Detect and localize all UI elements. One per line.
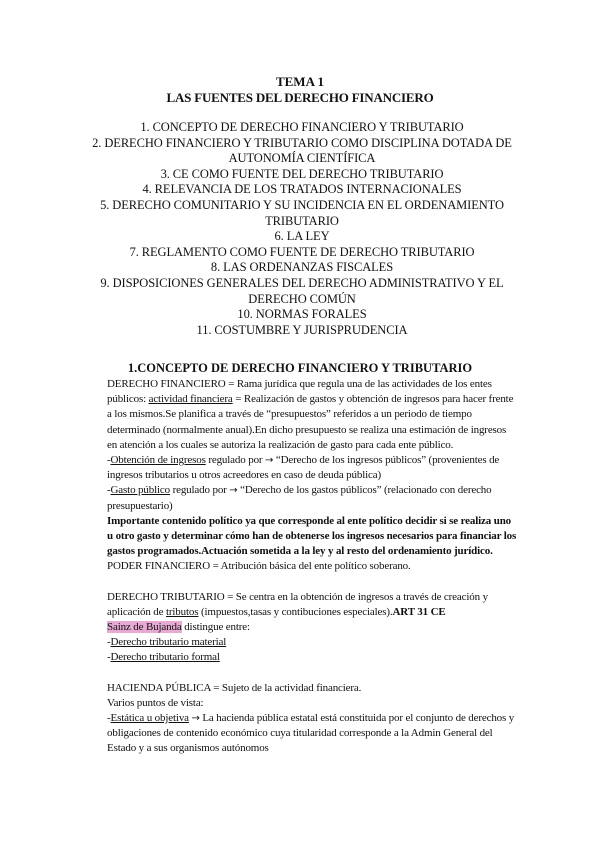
article-reference: ART 31 CE bbox=[392, 605, 446, 618]
section-body bbox=[107, 377, 517, 757]
underlined-term: tributos bbox=[165, 605, 199, 618]
underlined-term: Derecho tributario material bbox=[110, 636, 227, 649]
text-span: La hacienda pública estatal está constituida por el conjunto de derechos y obligaciones de contenido económico cuya titularidad corresponde a la Admin General del Estado y a sus organismos autónomos bbox=[107, 712, 515, 755]
underlined-term: Gasto público bbox=[110, 484, 170, 497]
underlined-term: Derecho tributario formal bbox=[110, 651, 220, 664]
underlined-term: Estática u objetiva bbox=[110, 712, 189, 725]
toc-item: 4. RELEVANCIA DE LOS TRATADOS INTERNACIONALES bbox=[142, 182, 462, 197]
toc-item: 11. COSTUMBRE Y JURISPRUDENCIA bbox=[196, 322, 408, 337]
underlined-term: actividad financiera bbox=[148, 393, 233, 406]
paragraph-poder: PODER FINANCIERO = Atribución básica del ente político soberano. bbox=[107, 560, 411, 573]
tema-heading: TEMA 1 bbox=[275, 74, 325, 89]
text-span: - bbox=[107, 712, 111, 725]
toc-item: 3. CE COMO FUENTE DEL DERECHO TRIBUTARIO bbox=[160, 166, 444, 181]
text-span: = Realización de gastos y obtención de ingresos para hacer frente a los mismos.Se planifica a través de “presupuestos” referidos a un periodo de tiempo determinado (normalmente anual).En dicho presupuesto se realiza una estimación de ingresos en atención a los cuales se autoriza la realización de gasto para cada ente público. bbox=[107, 393, 514, 451]
text-span: regulado por bbox=[205, 454, 266, 467]
paragraph-gasto bbox=[107, 483, 517, 513]
toc-item: 5. DERECHO COMUNITARIO Y SU INCIDENCIA EN EL ORDENAMIENTO TRIBUTARIO bbox=[100, 197, 504, 228]
toc-item: 10. NORMAS FORALES bbox=[237, 307, 367, 322]
text-span: (impuestos,tasas y contibuciones especiales). bbox=[198, 605, 393, 618]
paragraph-sainz bbox=[107, 620, 517, 635]
list-item bbox=[107, 650, 517, 665]
text-span: regulado por bbox=[169, 484, 230, 497]
text-span: - bbox=[107, 484, 111, 497]
text-span: DERECHO FINANCIERO = Rama jurídica que regula una de las actividades de los entes públicos: bbox=[107, 378, 492, 406]
toc-item: 1. CONCEPTO DE DERECHO FINANCIERO Y TRIBUTARIO bbox=[140, 120, 464, 134]
spacer bbox=[107, 666, 517, 681]
text-span: distingue entre: bbox=[181, 621, 250, 634]
paragraph-derecho-financiero bbox=[107, 377, 517, 453]
text-span: “Derecho de los gastos públicos” (relacionado con derecho presupuestario) bbox=[107, 484, 492, 512]
text-span: - bbox=[107, 636, 111, 649]
highlighted-author: Sainz de Bujanda bbox=[107, 621, 182, 634]
underlined-term: Obtención de ingresos bbox=[110, 454, 206, 467]
toc-item: 8. LAS ORDENANZAS FISCALES bbox=[210, 260, 394, 275]
paragraph-hacienda: HACIENDA PÚBLICA = Sujeto de la actividad financiera. bbox=[107, 681, 362, 694]
section-heading: 1.CONCEPTO DE DERECHO FINANCIERO Y TRIBUTARIO bbox=[127, 361, 473, 375]
toc-item: 9. DISPOSICIONES GENERALES DEL DERECHO ADMINISTRATIVO Y EL DERECHO COMÚN bbox=[100, 275, 504, 306]
arrow-icon: → bbox=[191, 713, 200, 725]
paragraph-varios: Varios puntos de vista: bbox=[107, 696, 204, 709]
toc-item: 2. DERECHO FINANCIERO Y TRIBUTARIO COMO DISCIPLINA DOTADA DE AUTONOMÍA CIENTÍFICA bbox=[92, 135, 512, 166]
page-title: LAS FUENTES DEL DERECHO FINANCIERO bbox=[166, 90, 434, 105]
paragraph-ingresos bbox=[107, 453, 517, 483]
arrow-icon: → bbox=[229, 485, 238, 497]
text-span: “Derecho de los ingresos públicos” (provenientes de ingresos tributarios u otros acreedores en caso de deuda pública) bbox=[107, 454, 500, 482]
list-item bbox=[107, 635, 517, 650]
paragraph-tributario bbox=[107, 590, 517, 620]
text-span: DERECHO TRIBUTARIO = Se centra en la obtención de ingresos a través de creación y aplicación de bbox=[107, 590, 488, 618]
spacer bbox=[107, 575, 517, 590]
text-span: - bbox=[107, 651, 111, 664]
table-of-contents bbox=[92, 120, 512, 338]
text-span: - bbox=[107, 454, 111, 467]
toc-item: 7. REGLAMENTO COMO FUENTE DE DERECHO TRIBUTARIO bbox=[129, 244, 475, 259]
toc-item: 6. LA LEY bbox=[274, 229, 330, 244]
arrow-icon: → bbox=[265, 455, 274, 467]
bold-paragraph: Importante contenido político ya que corresponde al ente político decidir si se realiza uno u otro gasto y determinar cómo han de obtenerse los ingresos necesarios para financiar los gastos programados.Actuación sometida a la ley y al resto del ordenamiento jurídico. bbox=[107, 514, 517, 558]
paragraph-estatica bbox=[107, 711, 517, 757]
